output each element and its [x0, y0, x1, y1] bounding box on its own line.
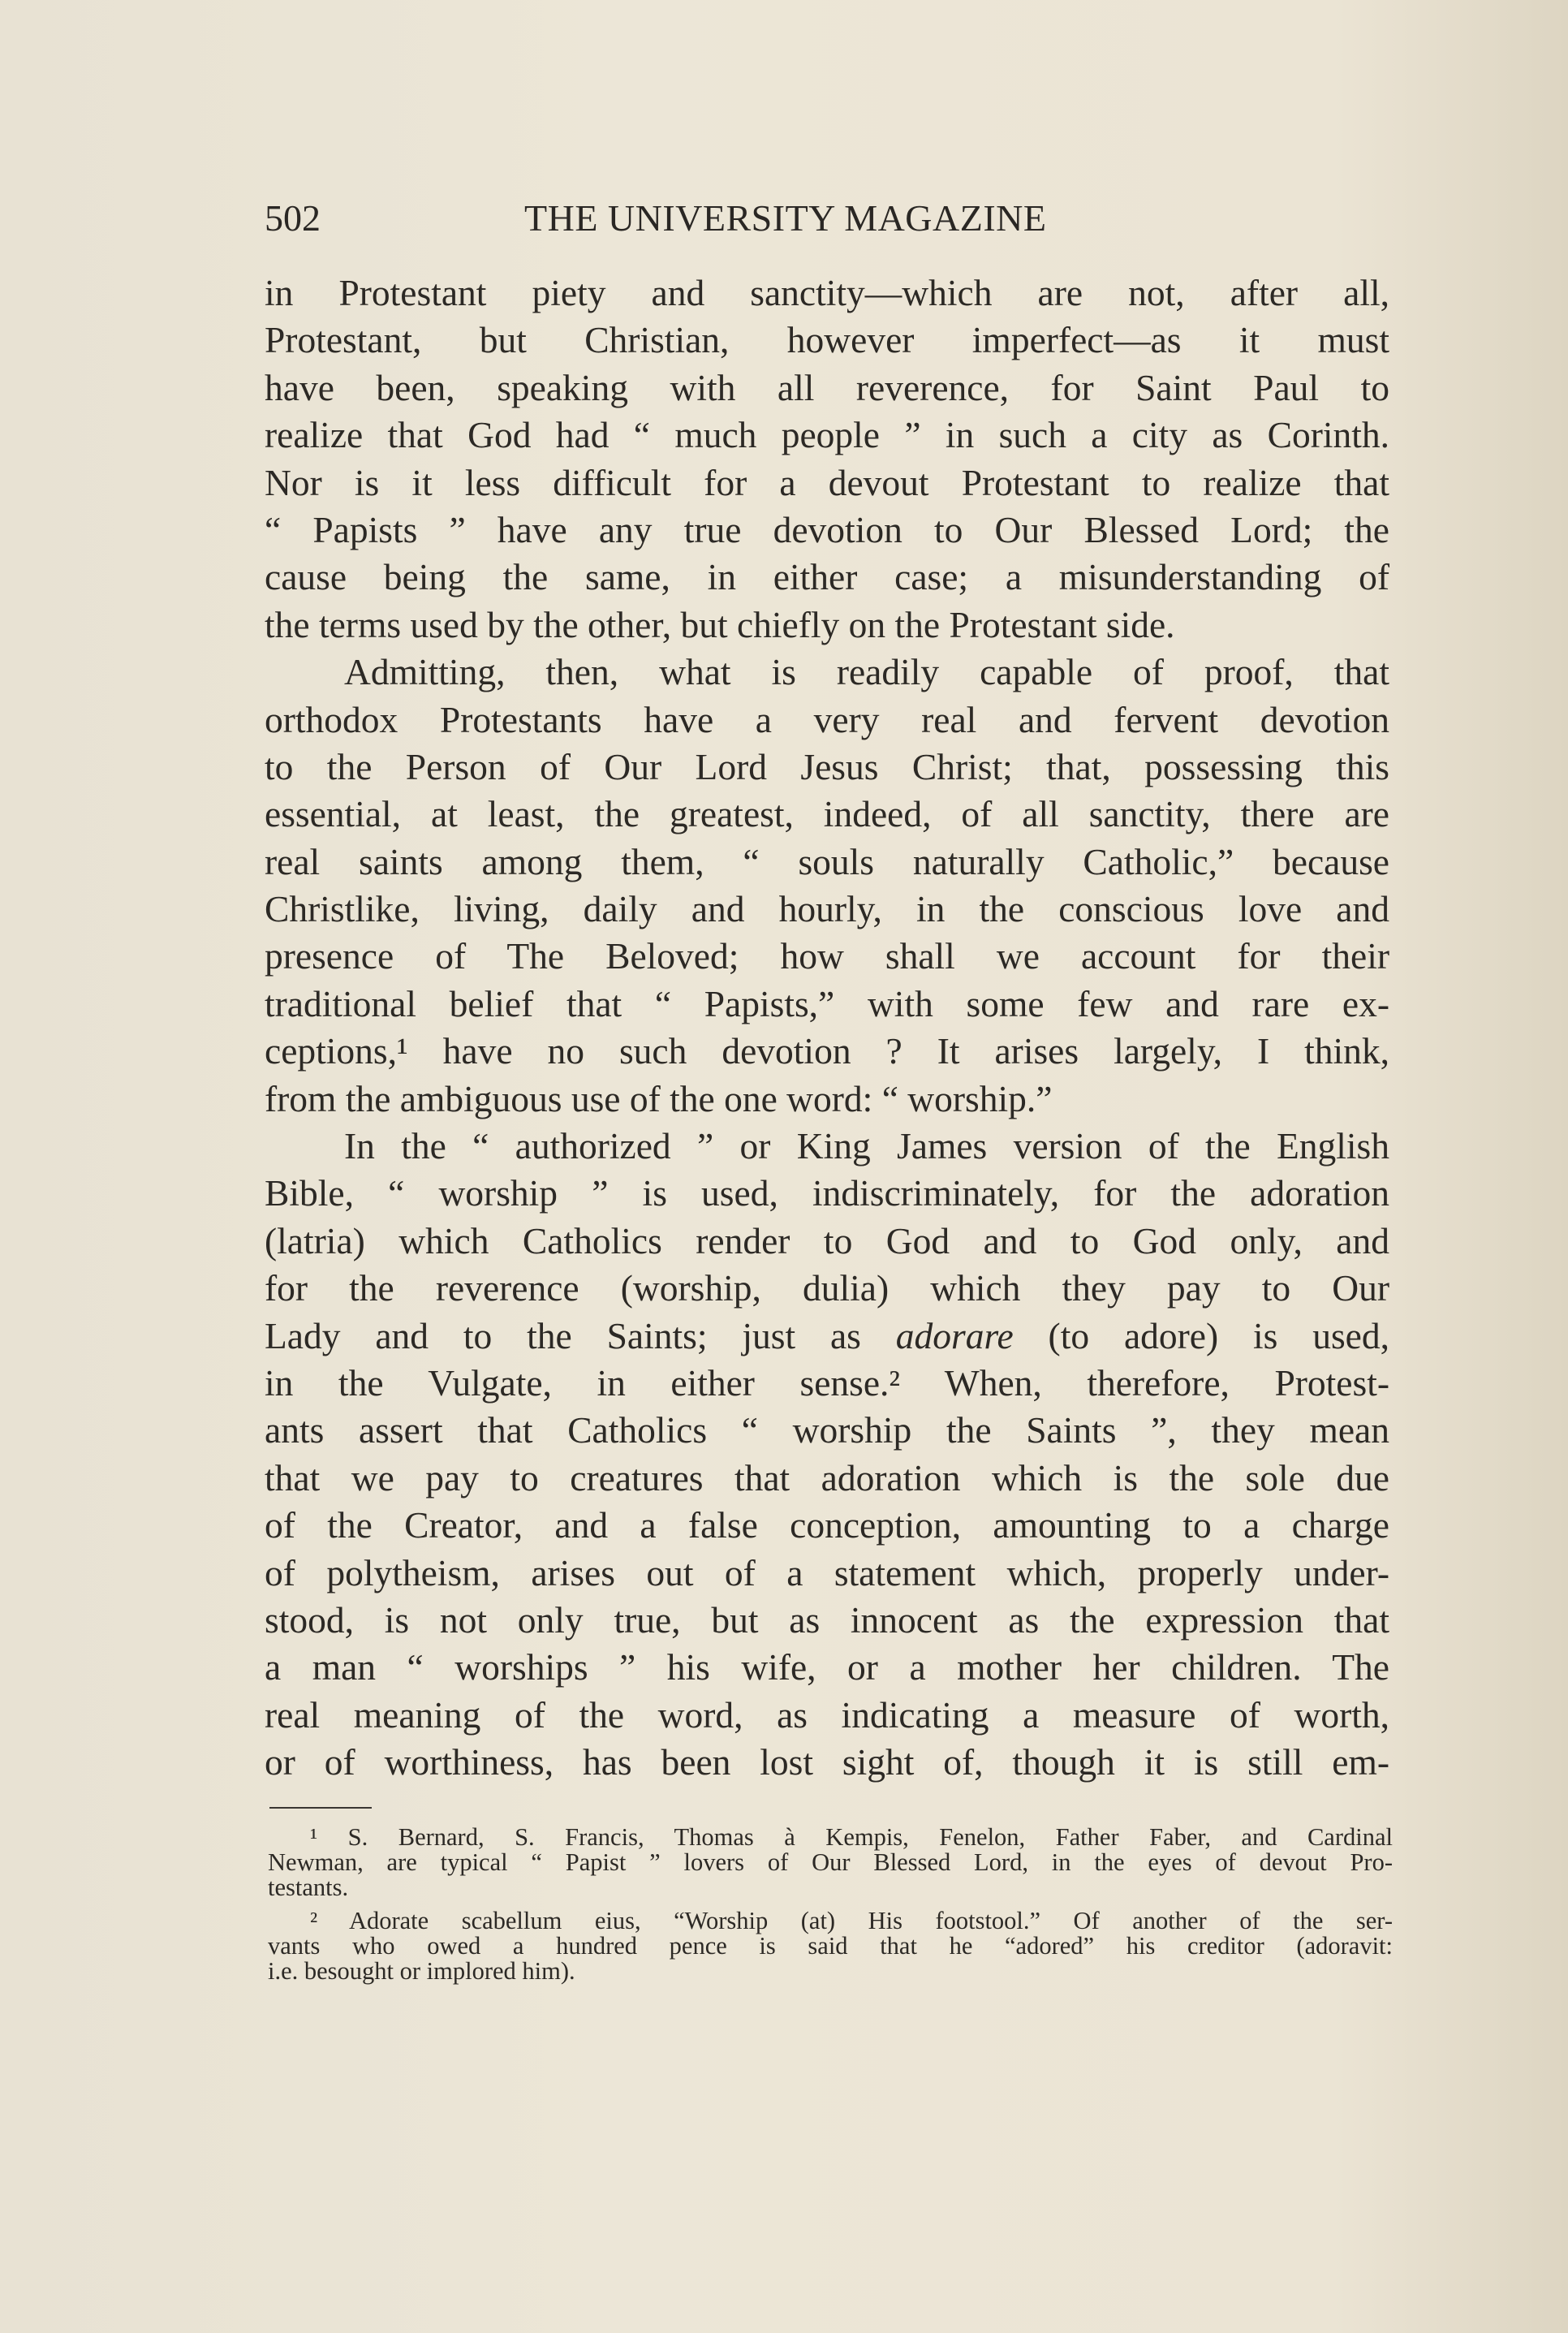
italic-word: adorare: [895, 1314, 1014, 1356]
footnote-rule: [269, 1807, 372, 1809]
text-line: (latria) which Catholics render to God and to God only, and: [265, 1219, 1389, 1261]
text-line: cause being the same, in either case; a misunderstanding of: [265, 556, 1389, 598]
footnote-line: ² Adorate scabellum eius, “Worship (at) His footstool.” Of another of the ser-: [310, 1907, 1393, 1934]
text-line: have been, speaking with all reverence, for Saint Paul to: [265, 366, 1389, 408]
text-line: that we pay to creatures that adoration which is the sole due: [265, 1456, 1389, 1499]
text-line: of the Creator, and a false conception, amounting to a charge: [265, 1504, 1389, 1546]
text-line: from the ambiguous use of the one word: “ worship.”: [265, 1077, 1053, 1119]
text-line: essential, at least, the greatest, indeed, of all sanctity, there are: [265, 793, 1389, 835]
text-line: a man “ worships ” his wife, or a mother her children. The: [265, 1646, 1389, 1688]
text-line: Protestant, but Christian, however imperfect—as it must: [265, 319, 1389, 361]
page-header: [265, 190, 1149, 247]
text-line: of polytheism, arises out of a statement which, properly under-: [265, 1551, 1389, 1593]
text-line: [265, 1313, 1389, 1360]
text-line: in Protestant piety and sanctity—which are not, after all,: [265, 272, 1389, 313]
footnote-line: Newman, are typical “ Papist ” lovers of Our Blessed Lord, in the eyes of devout Pro-: [268, 1848, 1393, 1876]
text-line: orthodox Protestants have a very real and fervent devotion: [265, 698, 1389, 740]
text-line: the terms used by the other, but chiefly on the Protestant side.: [265, 603, 1175, 645]
text-line: realize that God had “ much people ” in such a city as Corinth.: [265, 414, 1389, 456]
text-line: in the Vulgate, in either sense.² When, therefore, Protest-: [265, 1361, 1389, 1404]
text-line: real meaning of the word, as indicating a measure of worth,: [265, 1693, 1389, 1736]
page-number: 502: [265, 197, 321, 239]
text-line: stood, is not only true, but as innocent as the expression that: [265, 1598, 1389, 1641]
text-line: “ Papists ” have any true devotion to Our Blessed Lord; the: [265, 508, 1389, 550]
text-line: Nor is it less difficult for a devout Protestant to realize that: [265, 461, 1389, 503]
body-text: [265, 270, 1389, 1787]
text-line: real saints among them, “ souls naturally Catholic,” because: [265, 840, 1389, 882]
text-segment: Lady and to the Saints; just as: [265, 1314, 861, 1356]
text-line: to the Person of Our Lord Jesus Christ; that, possessing this: [265, 745, 1389, 787]
text-segment: (to adore) is used,: [1048, 1314, 1390, 1356]
footnote-line: ¹ S. Bernard, S. Francis, Thomas à Kempis, Fenelon, Father Faber, and Cardinal: [310, 1823, 1393, 1851]
text-line: Christlike, living, daily and hourly, in the conscious love and: [265, 888, 1389, 930]
footnote-line: testants.: [268, 1874, 349, 1901]
footnote-line: vants who owed a hundred pence is said that he “adored” his creditor (adoravit:: [268, 1932, 1393, 1960]
text-line: traditional belief that “ Papists,” with some few and rare ex-: [265, 982, 1389, 1024]
text-line: ants assert that Catholics “ worship the Saints ”, they mean: [265, 1409, 1389, 1451]
text-line: ceptions,¹ have no such devotion ? It arises largely, I think,: [265, 1030, 1389, 1072]
text-line: Bible, “ worship ” is used, indiscriminately, for the adoration: [265, 1172, 1389, 1214]
footnote-line: i.e. besought or implored him).: [268, 1957, 575, 1985]
text-line: for the reverence (worship, dulia) which they pay to Our: [265, 1267, 1389, 1309]
text-line: Admitting, then, what is readily capable of proof, that: [344, 651, 1389, 693]
text-line: presence of The Beloved; how shall we account for their: [265, 935, 1389, 977]
footnotes: [268, 1825, 1393, 1984]
text-line: In the “ authorized ” or King James version of the English: [344, 1125, 1389, 1167]
running-head: THE UNIVERSITY MAGAZINE: [524, 197, 1047, 239]
text-line: or of worthiness, has been lost sight of, though it is still em-: [265, 1741, 1389, 1783]
